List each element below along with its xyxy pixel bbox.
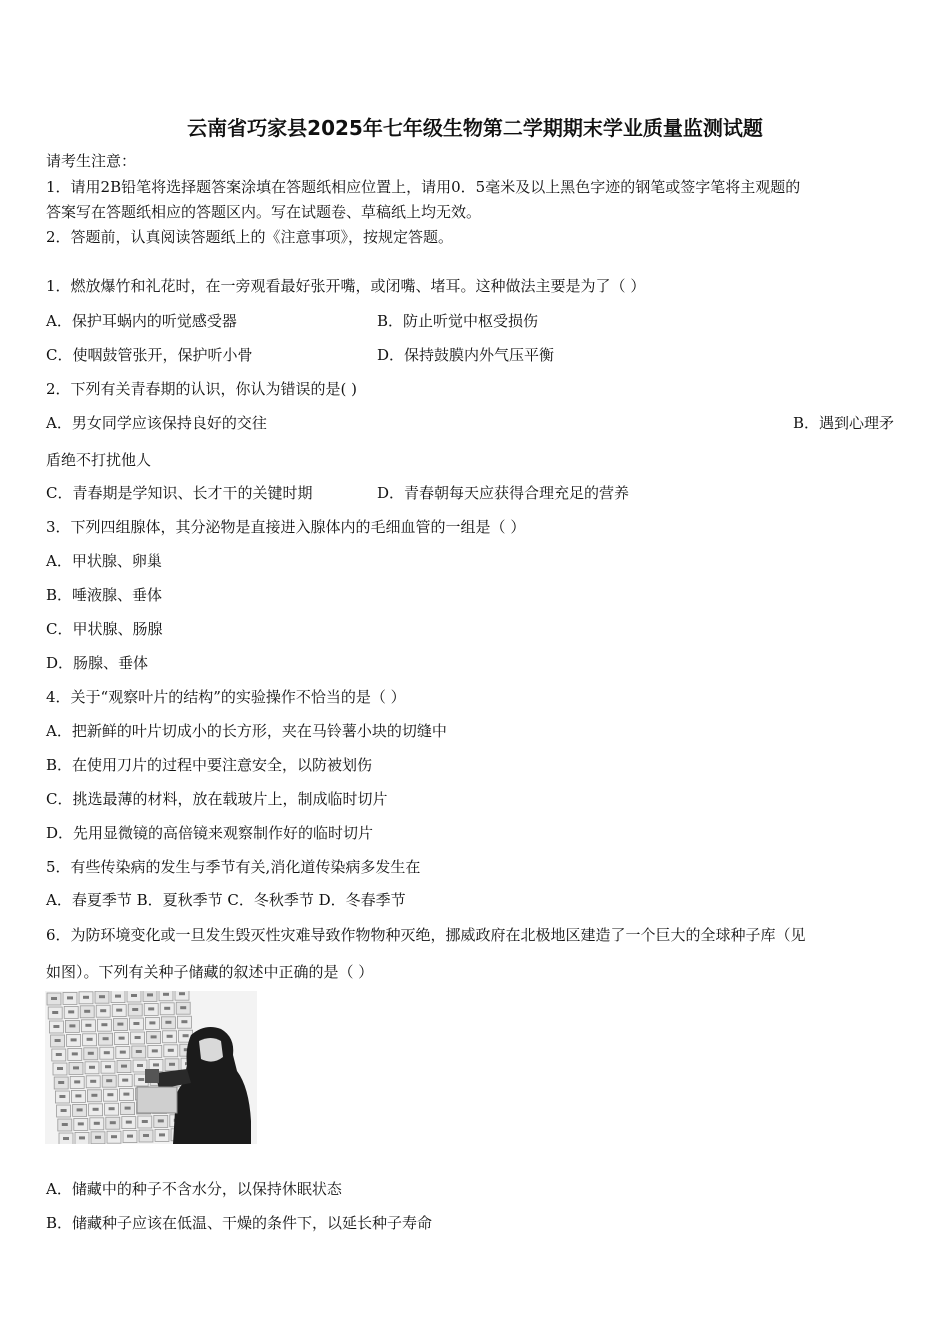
- notice-item-1-cont: 答案写在答题纸相应的答题区内。写在试题卷、草稿纸上均无效。: [46, 203, 482, 221]
- question-1-option-c: C．使咽鼓管张开，保护听小骨: [46, 346, 253, 364]
- question-1-stem: 1．燃放爆竹和礼花时，在一旁观看最好张开嘴，或闭嘴、堵耳。这种做法主要是为了（ ）: [46, 277, 646, 295]
- question-6-stem-cont: 如图）。下列有关种子储藏的叙述中正确的是（ ）: [46, 963, 374, 981]
- question-1-option-a: A．保护耳蜗内的听觉感受器: [46, 312, 237, 330]
- notice-heading: 请考生注意：: [46, 152, 137, 170]
- question-6-option-a: A．储藏中的种子不含水分，以保持休眠状态: [46, 1180, 342, 1198]
- question-4-option-a: A．把新鲜的叶片切成小的长方形，夹在马铃薯小块的切缝中: [46, 722, 447, 740]
- notice-item-1: 1．请用2B铅笔将选择题答案涂填在答题纸相应位置上，请用0．5毫米及以上黑色字迹的钢笔或签字笔将主观题的: [46, 178, 801, 196]
- question-2-stem: 2．下列有关青春期的认识，你认为错误的是( ): [46, 380, 358, 398]
- question-4-option-d: D．先用显微镜的高倍镜来观察制作好的临时切片: [46, 824, 374, 842]
- question-6-option-b: B．储藏种子应该在低温、干燥的条件下，以延长种子寿命: [46, 1214, 433, 1232]
- question-1-option-d: D．保持鼓膜内外气压平衡: [377, 346, 555, 364]
- question-2-option-d: D．青春朝每天应获得合理充足的营养: [377, 484, 630, 502]
- seed-vault-photo: [45, 991, 257, 1144]
- question-2-option-c: C．青春期是学知识、长才干的关键时期: [46, 484, 313, 502]
- question-3-option-c: C．甲状腺、肠腺: [46, 620, 163, 638]
- question-4-option-c: C．挑选最薄的材料，放在载玻片上，制成临时切片: [46, 790, 388, 808]
- question-4-stem: 4．关于“观察叶片的结构”的实验操作不恰当的是（ ）: [46, 688, 406, 706]
- question-5-options: A．春夏季节 B．夏秋季节 C．冬秋季节 D．冬春季节: [46, 891, 406, 909]
- question-2-option-a: A．男女同学应该保持良好的交往: [46, 414, 267, 432]
- question-5-stem: 5．有些传染病的发生与季节有关,消化道传染病多发生在: [46, 858, 421, 876]
- page-title: 云南省巧家县2025年七年级生物第二学期期末学业质量监测试题: [187, 116, 763, 140]
- question-3-stem: 3．下列四组腺体，其分泌物是直接进入腺体内的毛细血管的一组是（ ）: [46, 518, 526, 536]
- question-2-option-b-cont: 盾绝不打扰他人: [46, 451, 152, 469]
- question-3-option-d: D．肠腺、垂体: [46, 654, 149, 672]
- question-4-option-b: B．在使用刀片的过程中要注意安全，以防被划伤: [46, 756, 373, 774]
- notice-item-2: 2．答题前，认真阅读答题纸上的《注意事项》，按规定答题。: [46, 228, 454, 246]
- question-1-option-b: B．防止听觉中枢受损伤: [377, 312, 539, 330]
- question-2-option-b: B．遇到心理矛: [792, 414, 894, 432]
- question-6-stem: 6．为防环境变化或一旦发生毁灭性灾难导致作物物种灭绝，挪威政府在北极地区建造了一个巨大的全球种子库（见: [46, 926, 806, 944]
- question-3-option-b: B．唾液腺、垂体: [46, 586, 163, 604]
- question-3-option-a: A．甲状腺、卵巢: [46, 552, 162, 570]
